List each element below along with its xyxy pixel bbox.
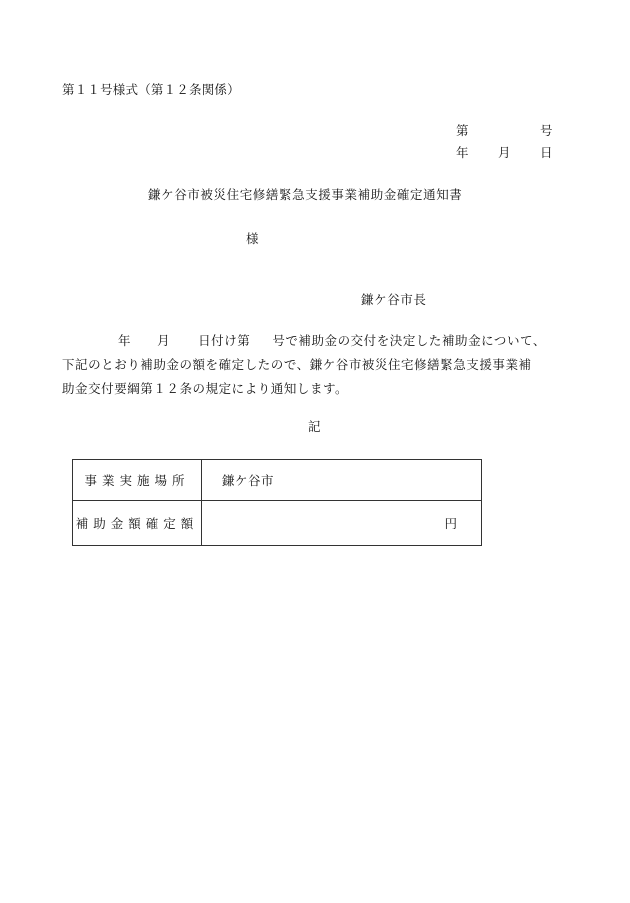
date-month: 月 bbox=[498, 145, 511, 160]
ki-heading: 記 bbox=[308, 419, 321, 434]
confirmation-table bbox=[72, 459, 482, 546]
document-number-suffix: 号 bbox=[540, 123, 553, 138]
body-year: 年 bbox=[118, 333, 132, 348]
body-date-ref: 日付け第 bbox=[198, 333, 251, 348]
document-number-prefix: 第 bbox=[456, 123, 469, 138]
confirmed-amount-unit: 円 bbox=[202, 501, 482, 546]
project-location-value: 鎌ケ谷市 bbox=[202, 460, 482, 501]
body-line-3: 助金交付要綱第１２条の規定により通知します。 bbox=[62, 381, 349, 396]
date-year: 年 bbox=[456, 145, 469, 160]
body-line-2: 下記のとおり補助金の額を確定したので、鎌ケ谷市被災住宅修繕緊急支援事業補 bbox=[62, 357, 532, 372]
body-line-1 bbox=[62, 329, 582, 353]
date-day: 日 bbox=[540, 145, 553, 160]
confirmed-amount-label: 補助金額確定額 bbox=[73, 501, 202, 546]
body-text-1: 号で補助金の交付を決定した補助金について、 bbox=[272, 333, 546, 348]
addressee-suffix: 様 bbox=[246, 231, 259, 246]
document-title: 鎌ケ谷市被災住宅修繕緊急支援事業補助金確定通知書 bbox=[148, 187, 463, 202]
table-row bbox=[73, 501, 482, 546]
body-month: 月 bbox=[157, 333, 171, 348]
form-number: 第１１号様式（第１２条関係） bbox=[62, 82, 240, 97]
table-row bbox=[73, 460, 482, 501]
notice-body bbox=[62, 329, 582, 401]
sender-name: 鎌ケ谷市長 bbox=[361, 292, 427, 307]
project-location-label: 事業実施場所 bbox=[73, 460, 202, 501]
